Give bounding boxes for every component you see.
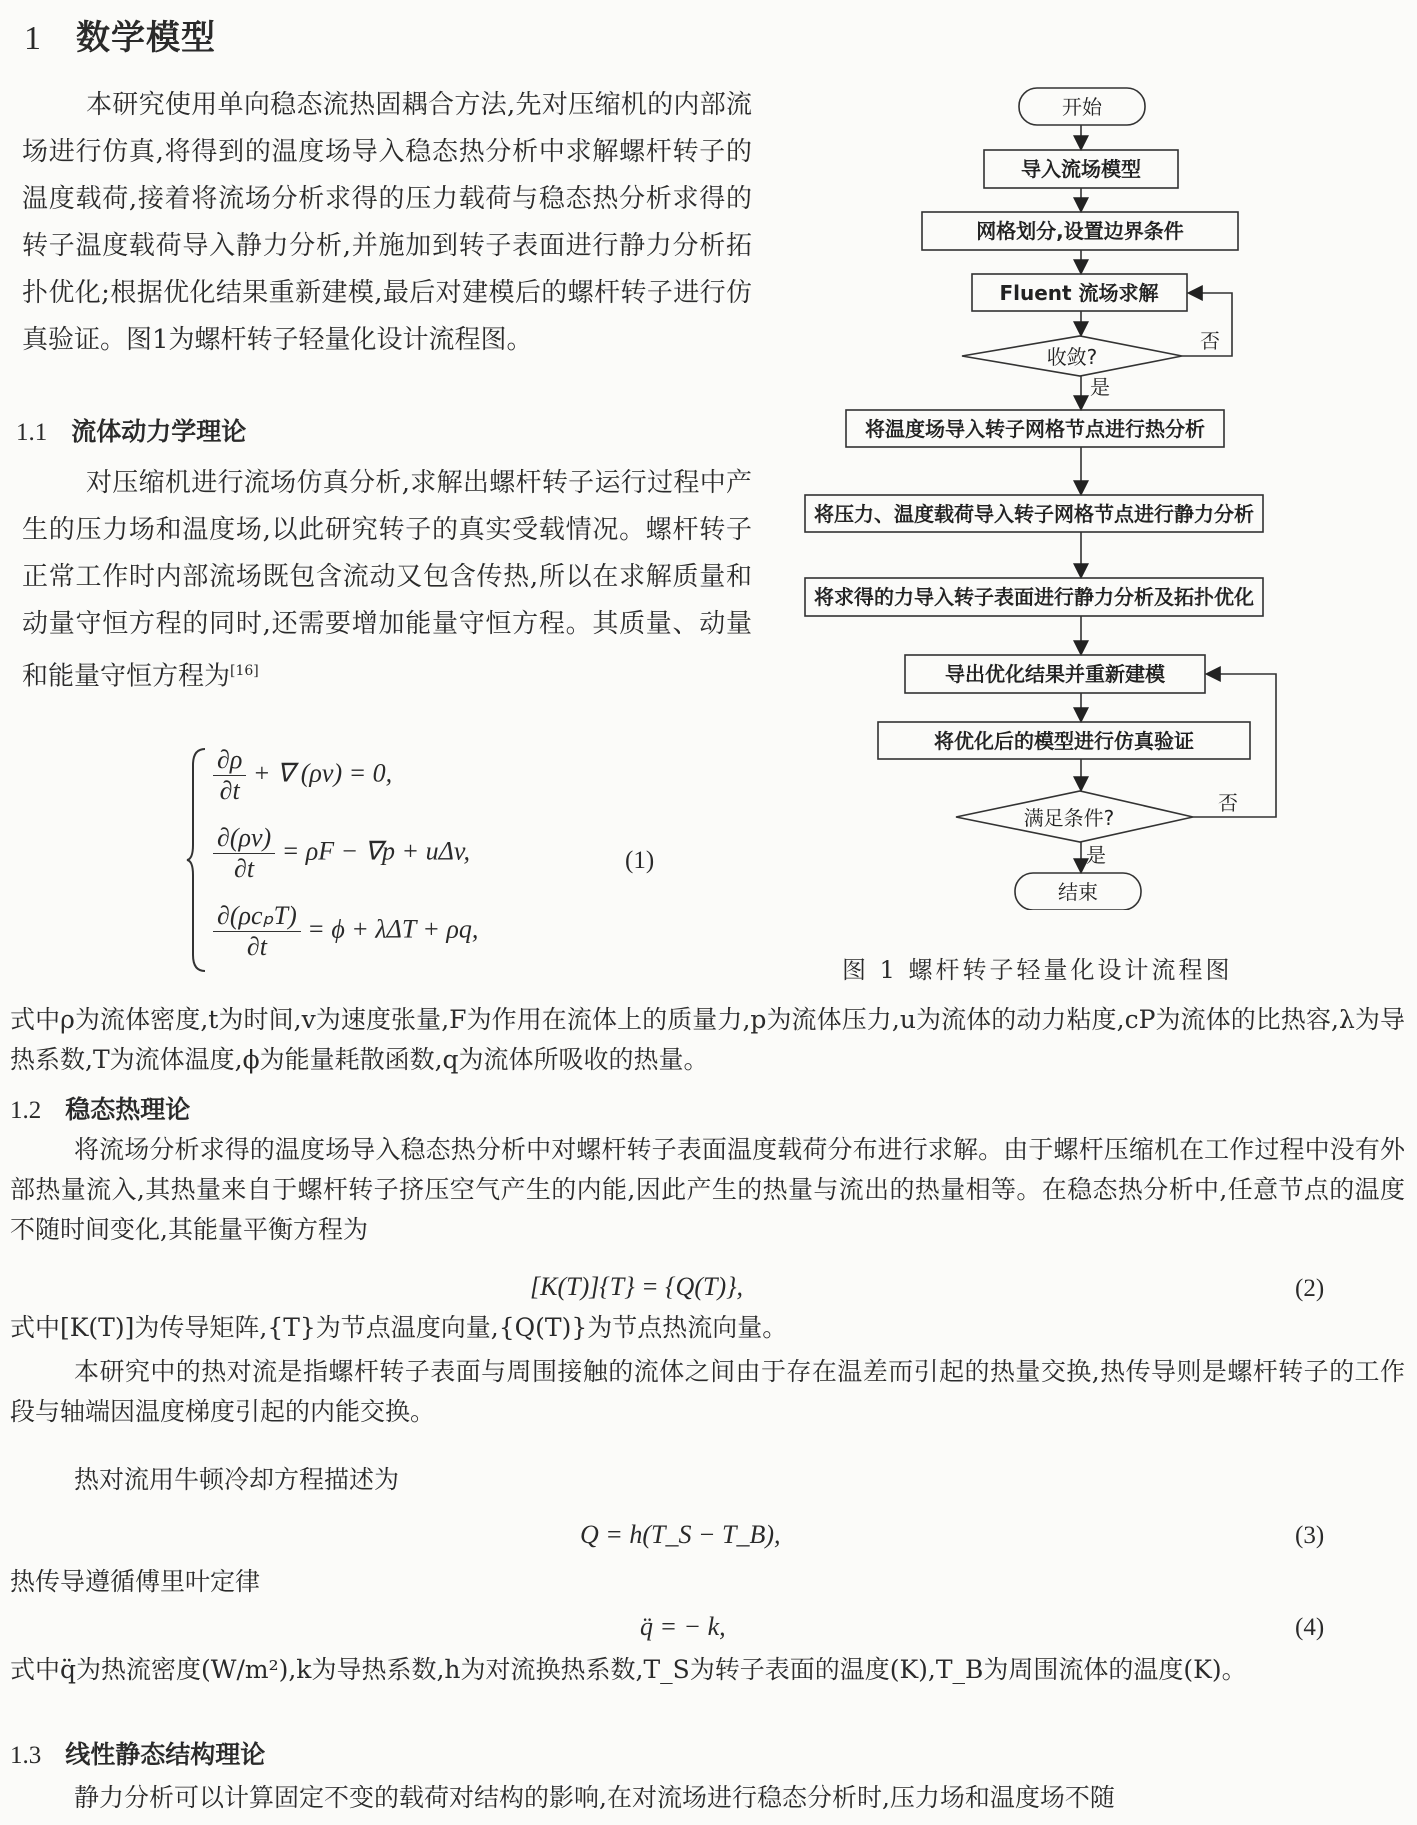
equation-4: q̈ = − k,: [640, 1612, 726, 1641]
equation-3: Q = h(T_S − T_B),: [580, 1520, 781, 1549]
section-heading-1-3: 1.3 线性静态结构理论: [10, 1740, 266, 1769]
figure-caption: 图 1 螺杆转子轻量化设计流程图: [842, 956, 1233, 984]
section-heading-1: 1 数学模型: [24, 18, 216, 58]
section-heading-1-1: 1.1 流体动力学理论: [16, 417, 247, 446]
flowchart-step-1-label: 导入流场模型: [1021, 157, 1141, 181]
flowchart-step-4-label: 将温度场导入转子网格节点进行热分析: [865, 417, 1205, 441]
flowchart-step-3-label: Fluent 流场求解: [999, 281, 1159, 305]
paragraph-newton: 热对流用牛顿冷却方程描述为: [74, 1465, 400, 1494]
equation-3-number: (3): [1295, 1522, 1325, 1549]
equation-1-number: (1): [625, 847, 655, 874]
section-heading-1-2: 1.2 稳态热理论: [10, 1095, 191, 1124]
equation-1-explanation: 式中ρ为流体密度,t为时间,v为速度张量,F为作用在流体上的质量力,p为流体压力,u为流体的动力粘度,cP为流体的比热容,λ为导热系数,T为流体温度,ϕ为能量耗散函数,q为流体所吸收的热量。: [10, 1005, 1405, 1074]
equation-1-line-3: $\frac{\text{∂(ρcₚT)}}{\partial t}$ = ϕ + λΔT + ρq,: [213, 901, 478, 962]
flowchart-end-label: 结束: [1058, 880, 1098, 904]
equation-2-number: (2): [1295, 1275, 1325, 1302]
flowchart-decision-2-label: 满足条件?: [1023, 806, 1115, 830]
flowchart: [790, 80, 1417, 910]
flowchart-step-2-label: 网格划分,设置边界条件: [976, 219, 1184, 243]
flowchart-no-label-2: 否: [1218, 791, 1238, 815]
flowchart-step-7-label: 导出优化结果并重新建模: [945, 662, 1165, 686]
intro-paragraph: 本研究使用单向稳态流热固耦合方法,先对压缩机的内部流场进行仿真,将得到的温度场导入稳态热分析中求解螺杆转子的温度载荷,接着将流场分析求得的压力载荷与稳态热分析求得的转子温度载荷导入静力分析,并施加到转子表面进行静力分析拓扑优化;根据优化结果重新建模,最后对建模后的螺杆转子进行仿真验证。图1为螺杆转子轻量化设计流程图。: [22, 90, 752, 355]
equation-1: [185, 745, 705, 975]
equation-2: [K(T)]{T} = {Q(T)},: [530, 1272, 744, 1301]
paragraph-fourier: 热传导遵循傅里叶定律: [10, 1567, 261, 1596]
flowchart-decision-1-label: 收敛?: [1046, 345, 1098, 369]
flowchart-no-label-1: 否: [1200, 329, 1220, 353]
flowchart-step-5-label: 将压力、温度载荷导入转子网格节点进行静力分析: [814, 502, 1254, 526]
equation-4-number: (4): [1295, 1614, 1325, 1641]
brace-icon: [185, 745, 209, 975]
flowchart-yes-label-1: 是: [1090, 375, 1110, 399]
equation-2-explanation: 式中[K(T)]为传导矩阵,{T}为节点温度向量,{Q(T)}为节点热流向量。: [10, 1313, 788, 1342]
flowchart-step-6-label: 将求得的力导入转子表面进行静力分析及拓扑优化: [814, 585, 1254, 609]
flowchart-yes-label-2: 是: [1086, 843, 1106, 867]
equation-1-line-1: $\frac{\partial\rho}{\partial t}$ + ∇ (ρv) = 0,: [213, 745, 392, 806]
flowchart-start-label: 开始: [1062, 95, 1102, 119]
paragraph-convection: 本研究中的热对流是指螺杆转子表面与周围接触的流体之间由于存在温差而引起的热量交换,热传导则是螺杆转子的工作段与轴端因温度梯度引起的内能交换。: [10, 1357, 1405, 1426]
paragraph-1-2: 将流场分析求得的温度场导入稳态热分析中对螺杆转子表面温度载荷分布进行求解。由于螺杆压缩机在工作过程中没有外部热量流入,其热量来自于螺杆转子挤压空气产生的内能,因此产生的热量与流出的热量相等。在稳态热分析中,任意节点的温度不随时间变化,其能量平衡方程为: [10, 1135, 1405, 1244]
flowchart-step-8-label: 将优化后的模型进行仿真验证: [934, 729, 1194, 753]
equation-1-line-2: $\frac{\partial(\rho v)}{\partial t}$ = ρF − ∇p + uΔv,: [213, 823, 470, 884]
paragraph-1-1: 对压缩机进行流场仿真分析,求解出螺杆转子运行过程中产生的压力场和温度场,以此研究转子的真实受载情况。螺杆转子正常工作时内部流场既包含流动又包含传热,所以在求解质量和动量守恒方程的同时,还需要增加能量守恒方程。其质量、动量和能量守恒方程为[16]: [22, 468, 752, 692]
equation-3-4-explanation: 式中q̈为热流密度(W/m²),k为导热系数,h为对流换热系数,T_S为转子表面的温度(K),T_B为周围流体的温度(K)。: [10, 1655, 1247, 1684]
paragraph-1-3: 静力分析可以计算固定不变的载荷对结构的影响,在对流场进行稳态分析时,压力场和温度场不随: [74, 1783, 1115, 1812]
